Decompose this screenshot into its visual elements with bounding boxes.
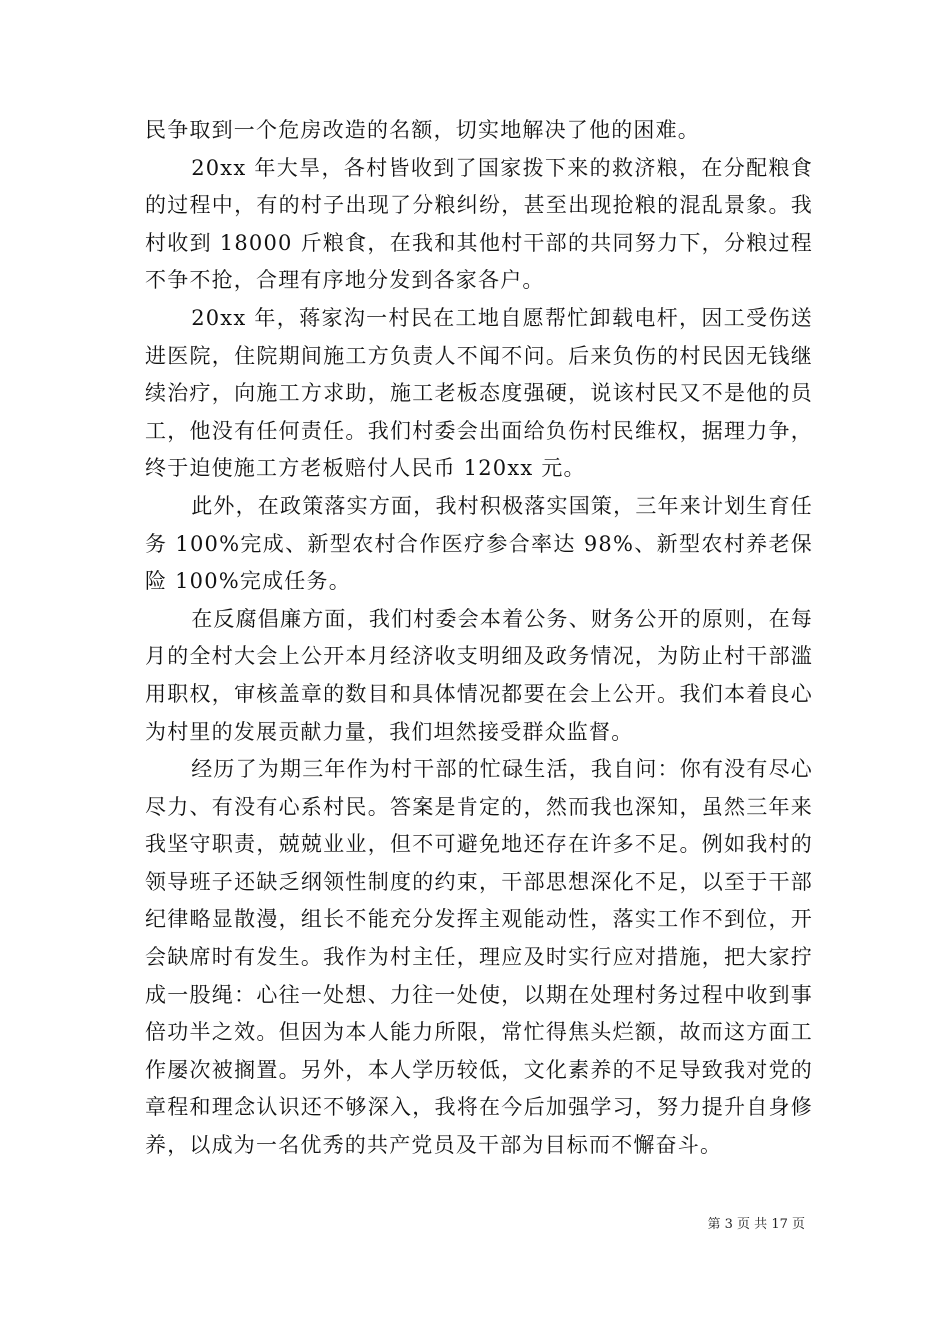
paragraph-6: 经历了为期三年作为村干部的忙碌生活，我自问：你有没有尽心尽力、有没有心系村民。答案是肯定的，然而我也深知，虽然三年来我坚守职责，兢兢业业，但不可避免地还存在许多不足。例如我村的领导班子还缺乏纲领性制度的约束，干部思想深化不足，以至于干部纪律略显散漫，组长不能充分发挥主观能动性，落实工作不到位，开会缺席时有发生。我作为村主任，理应及时实行应对措施，把大家拧成一股绳：心往一处想、力往一处使，以期在处理村务过程中收到事倍功半之效。但因为本人能力所限，常忙得焦头烂额，故而这方面工作屡次被搁置。另外，本人学历较低，文化素养的不足导致我对党的章程和理念认识还不够深入，我将在今后加强学习，努力提升自身修养，以成为一名优秀的共产党员及干部为目标而不懈奋斗。 xyxy=(145,757,813,1158)
paragraph-1: 民争取到一个危房改造的名额，切实地解决了他的困难。 xyxy=(145,118,700,142)
paragraph-3: 20xx 年，蒋家沟一村民在工地自愿帮忙卸载电杆，因工受伤送进医院，住院期间施工方负责人不闻不问。后来负伤的村民因无钱继续治疗，向施工方求助，施工老板态度强硬，说该村民又不是他的员工，他没有任何责任。我们村委会出面给负伤村民维权，据理力争，终于迫使施工方老板赔付人民币 120xx 元。 xyxy=(145,305,813,481)
paragraph-4: 此外，在政策落实方面，我村积极落实国策，三年来计划生育任务 100%完成、新型农村合作医疗参合率达 98%、新型农村养老保险 100%完成任务。 xyxy=(145,493,813,594)
body-text xyxy=(145,112,813,1165)
paragraph-5: 在反腐倡廉方面，我们村委会本着公务、财务公开的原则，在每月的全村大会上公开本月经济收支明细及政务情况，为防止村干部滥用职权，审核盖章的数目和具体情况都要在会上公开。我们本着良心为村里的发展贡献力量，我们坦然接受群众监督。 xyxy=(145,606,813,744)
paragraph-2: 20xx 年大旱，各村皆收到了国家拨下来的救济粮，在分配粮食的过程中，有的村子出现了分粮纠纷，甚至出现抢粮的混乱景象。我村收到 18000 斤粮食，在我和其他村干部的共同努力下，分粮过程不争不抢，合理有序地分发到各家各户。 xyxy=(145,155,813,293)
page-number: 第 3 页 共 17 页 xyxy=(707,1217,805,1232)
